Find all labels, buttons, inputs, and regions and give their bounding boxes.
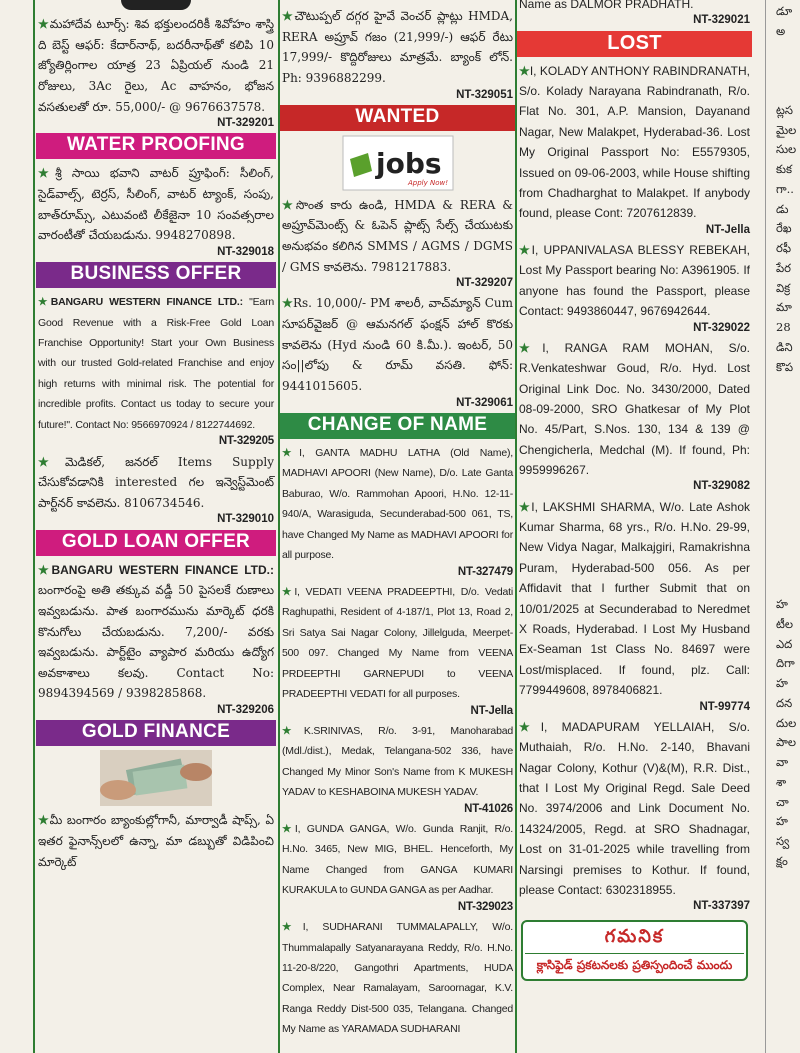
cropped-text-line: డు <box>776 201 789 216</box>
cropped-text-line: రేఖ <box>776 221 792 236</box>
cropped-text-line <box>776 536 800 556</box>
cropped-text-line: 28 <box>776 320 791 335</box>
cropped-text-line <box>776 496 800 516</box>
column-1 <box>36 0 276 1053</box>
cropped-text-line: మా <box>776 300 792 315</box>
jobs-logo <box>342 135 454 191</box>
cropped-text-line: దిగా <box>776 656 795 671</box>
ad-madapuram-yellaiah: ★I, MADAPURAM YELLAIAH, S/o. Muthaiah, R/o. H.No. 2-140, Bhavani Nagar Colony, Kothur (V)&(M), R.R. Dist., that I Lost My Original Regd. Sale Deed No. 3974/2006 and Link Document No. 14324/2005, Regd. at SRO Shadnagar, Lost on 31-01-2025 while travelling from Narsingi premises to Kothur. If found, please Contact: 6302318955. NT-337397 <box>519 719 750 913</box>
ad-gold-finance: ★మీ బంగారం బ్యాంకుల్లోగానీ, మార్వాడీ షాప్స్, ఏ ఇతర ఫైనాన్స్‌లలో ఉన్నా, మా డబ్బుతో విడిపించి మార్కెట్ <box>38 813 274 869</box>
star-icon: ★ <box>282 585 295 598</box>
cropped-text-line: శా <box>776 774 787 789</box>
cropped-text-line: ట్లస <box>776 102 793 117</box>
ad-gold-loan-offer: ★BANGARU WESTERN FINANCE LTD.: బంగారంపై అతి తక్కువ వడ్డీ 50 పైసలకే రుణాలు ఇవ్వబడును. పాత బంగారమును మార్కెట్ ధరకి కొనుగోలు చేయబడును. 7,200/- వరకు ఇవ్వబడును. పార్ట్‌టైం వ్యాపార మరియు ఉద్యోగ అవకాశాలు కలవు. Contact No: 9894394569 / 9398285868. NT-329206 <box>38 562 274 717</box>
cropped-text-line <box>776 397 800 417</box>
ad-watchman: ★Rs. 10,000/- PM శాలరీ, వాచ్‌మ్యాన్ Cum సూపర్‌వైజర్ @ ఆమనగల్ ఫంక్షన్ హాల్ కొరకు కావలెను (Hyd నుండి 60 కి.మీ.). ఇంటర్, 50 సం||లోపు & రూమ్ వసతి. ఫోన్: 9441015605. NT-329061 <box>282 296 513 409</box>
cropped-text-line: పేర <box>776 260 791 275</box>
column-3 <box>517 0 752 1053</box>
star-icon: ★ <box>519 340 543 355</box>
ad-top-fragment: Name as DALMOR PRADHATH. NT-329021 <box>519 0 750 27</box>
cropped-text-line: రఫీ <box>776 241 791 256</box>
cropped-text-line <box>776 378 800 398</box>
cropped-text-line <box>776 575 800 595</box>
star-icon: ★ <box>282 446 300 459</box>
cropped-text-line: గా.. <box>776 181 794 196</box>
cropped-text-line <box>776 516 800 536</box>
star-icon: ★ <box>38 296 51 309</box>
cropped-text-line <box>776 61 800 81</box>
cropped-text-line: పాల <box>776 735 797 750</box>
money-handover-image <box>100 750 212 806</box>
notice-box <box>521 920 748 981</box>
cropped-text-line: మైల <box>776 122 797 137</box>
section-heading-gold-finance: GOLD FINANCE <box>36 720 276 746</box>
section-heading-lost: LOST <box>517 31 752 57</box>
star-icon: ★ <box>282 921 303 934</box>
cropped-text-line: డిని <box>776 340 793 355</box>
star-icon: ★ <box>38 562 52 577</box>
cropped-text-line <box>776 42 800 62</box>
cropped-text-line: అ <box>776 23 786 38</box>
jobs-logo-text: jobs <box>375 146 442 180</box>
ad-kolady-anthony: ★I, KOLADY ANTHONY RABINDRANATH, S/o. Kolady Narayana Rabindranath, R/o. Flat No. 301, A.P. Mansion, Dayanand Nagar, New Malakpet, Hyderabad-36. Lost My Original Passport No: E5579305, Issued on 09-06-2003, while House shifting from Chadharghat to Malakpet. If anybody found, please Cont: 7207612839. NT-Jella <box>519 63 750 236</box>
cropped-text-line: హ <box>776 814 788 829</box>
ad-sudharani: ★I, SUDHARANI TUMMALAPALLY, W/o. Thummalapally Satyanarayana Reddy, R/o. H.No. 11-20-8/220, Gangothri Apartments, HUDA Complex, Near Ramalayam, Saroornagar, K.V. Ranga Reddy Dist-500 035, Telangana. Changed My Name as YARAMADA SUDHARANI <box>282 921 513 1036</box>
ad-travel: ★మహాదేవ టూర్స్: శివ భక్తులందరికీ శివోహం శాస్త్రి ది బెస్ట్ ఆఫర్: కేదార్‌నాథ్, బదరీనాథ్‌తో కలిపి 10 జ్యోతిర్లింగాల యాత్ర 23 ఏప్రియల్ నుండి 21 రోజులు, 3Ac రైలు, Ac వాహనం, భోజన వసతులతో రూ. 55,000/- @ 9676637578. NT-329201 <box>38 17 274 130</box>
cropped-text-line: దుల <box>776 715 797 730</box>
cropped-text-line: క్షం <box>776 853 788 868</box>
column-2 <box>280 0 515 1053</box>
cropped-text-line <box>776 476 800 496</box>
ad-medical-supply: ★మెడికల్, జనరల్ Items Supply చేసుకోవడానికి interested గల ఇన్వెస్ట్‌మెంట్ పార్ట్‌నర్ కావలెను. 8106734546. NT-329010 <box>38 454 274 526</box>
cropped-text-line: వా <box>776 755 789 770</box>
cropped-text-lines <box>776 0 800 872</box>
section-heading-water-proofing: WATER PROOFING <box>36 133 276 159</box>
star-icon: ★ <box>38 17 50 31</box>
cropped-text-line: ఎద <box>776 636 793 651</box>
ad-vedati-veena: ★I, VEDATI VEENA PRADEEPTHI, D/o. Vedati Raghupathi, Resident of 4-187/1, Plot 13, Road 2, Sri Satya Sai Nagar Colony, Jillelguda, Meerpet-500 097. Changed My Name from VEENA PRDEEPTHI GARNEPUDI to VEENA PRADEEPTHI VEDATI for all purposes. NT-Jella <box>282 585 514 717</box>
section-heading-change-of-name: CHANGE OF NAME <box>280 413 515 439</box>
ad-highway-plots: ★చౌటుప్పల్ దగ్గర హైవే వెంచర్ ప్లాట్లు HMDA, RERA అప్రూవ్ గజం (21,999/-) ఆఫర్ రేటు 17,999/- కొద్దిరోజులు మాత్రమే. బ్యాంక్ లోన్. Ph: 9396882299. NT-329051 <box>282 9 513 101</box>
star-icon: ★ <box>519 499 532 514</box>
section-heading-wanted: WANTED <box>280 105 515 131</box>
star-icon: ★ <box>282 724 304 737</box>
ad-business-offer: ★BANGARU WESTERN FINANCE LTD.: "Earn Good Revenue with a Risk-Free Gold Loan Franchise Opportunity! Start your Own Business with our trusted Gold-related Franchise and enjoy high returns with minimal risk. The potential for incredible profits. Contact us today to secure your future!". Contact No: 9566970924 / 8122744692. NT-329205 <box>38 296 275 448</box>
star-icon: ★ <box>282 296 293 311</box>
cropped-text-line: విక్ర <box>776 280 791 295</box>
column-rule <box>33 0 35 1053</box>
cropped-text-line: టీల <box>776 616 794 631</box>
ad-ganta-madhu-latha: ★I, GANTA MADHU LATHA (Old Name), MADHAVI APOORI (New Name), D/o. Late Ganta Baburao, W/o. Rammohan Apoori, H.No. 12-11-940/A, Warasiguda, Secunderabad-500 061, TS, have Changed My Name as MADHAVI APOORI for all purpose. NT-327479 <box>282 446 513 578</box>
section-heading-gold-loan-offer: GOLD LOAN OFFER <box>36 530 276 556</box>
ad-uppanivalasa-blessy: ★I, UPPANIVALASA BLESSY REBEKAH, Lost My Passport bearing No: A3961905. If anyone has found the Passport, please Contact: 9493860447, 9676942644. NT-329022 <box>519 242 750 334</box>
star-icon: ★ <box>38 166 56 181</box>
ad-ranga-ram-mohan: ★I, RANGA RAM MOHAN, S/o. R.Venkateshwar Goud, R/o. Hyd. Lost Original Link Doc. No. 3430/2000, Dated 08-09-2000, SRO Ghatkesar of My Plot No. 45/Part, S.Nos. 130, 134 & 139 @ Chengicherla, Medchal (M). If found, Ph: 9959996267. NT-329082 <box>519 340 750 493</box>
cropped-image-fragment <box>121 0 191 10</box>
cropped-text-line <box>776 457 800 477</box>
cropped-text-line: కుక <box>776 162 792 177</box>
star-icon: ★ <box>519 719 541 734</box>
ad-lakshmi-sharma: ★I, LAKSHMI SHARMA, W/o. Late Ashok Kumar Sharma, 68 yrs., R/o. H.No. 29-99, New Vidya Nagar, Malkajgiri, Ramakrishna Puram, Hyderabad-500 056. As per Affidavit that I further Submit that on 10/01/2025 at Secunderabad to Neredmet X Roads, Hyderabad. I Lost My Husband Ex-Seaman 1st Class No. 84697 were Lost/misplaced. If found, plz. Call: 7799449608, 8978406821. NT-99774 <box>519 499 750 713</box>
ad-water-proofing: ★శ్రీ సాయి భవాని వాటర్ ప్రూఫింగ్: సీలింగ్, సైడ్‌వాల్స్, టెర్రస్, సీలింగ్, వాటర్ ట్యాంక్, సంపు, బాత్‌రూమ్స్, ఎటువంటి లీకేజైనా 10 సంవత్సరాల వారంటీతో చేయబడును. 9948270898. NT-329018 <box>38 166 274 258</box>
cropped-text-line: హ <box>776 596 788 611</box>
star-icon: ★ <box>38 454 65 469</box>
cropped-text-line: కొప <box>776 359 794 374</box>
ad-gunda-ganga: ★I, GUNDA GANGA, W/o. Gunda Ranjit, R/o. H.No. 3465, New MIG, BHEL. Henceforth, My Name Changed from GANGA KUMARI KURAKULA to GUNDA GANGA as per Aadhar. NT-329023 <box>282 822 513 913</box>
section-heading-business-offer: BUSINESS OFFER <box>36 262 276 288</box>
star-icon: ★ <box>519 63 530 78</box>
cropped-text-line: సుల <box>776 142 797 157</box>
column-4-cropped <box>776 0 800 1053</box>
notice-text: క్లాసిఫైడ్ ప్రకటనలకు ప్రతిస్పందించే ముందు <box>536 957 733 972</box>
cropped-text-line <box>776 81 800 101</box>
jobs-logo-subtext: Apply Now! <box>407 178 448 187</box>
cropped-text-line: హ <box>776 676 788 691</box>
cropped-text-line: దన <box>776 695 793 710</box>
cropped-text-line <box>776 555 800 575</box>
cropped-text-line: డూ <box>776 4 793 18</box>
ad-k-srinivas: ★K.SRINIVAS, R/o. 3-91, Manoharabad (Mdl./dist.), Medak, Telangana-502 336, have Changed My Minor Son's Name from K MUKESH YADAV to KESHABOINA MUKESH YADAV. NT-41026 <box>282 724 513 815</box>
star-icon: ★ <box>282 822 295 835</box>
notice-heading: గమనిక <box>525 926 744 954</box>
ad-sales-managers: ★సొంత కారు ఉండి, HMDA & RERA & అప్రూవ్‌మెంట్స్ & ఓపెన్ ప్లాట్స్ సేల్స్ చేయుటకు అనుభవం కలిగిన SMMS / AGMS / DGMS / GMS కావలెను. 7981217883. NT-329207 <box>282 197 513 290</box>
star-icon: ★ <box>282 9 295 23</box>
star-icon: ★ <box>519 242 532 257</box>
star-icon: ★ <box>282 197 296 212</box>
cropped-text-line <box>776 417 800 437</box>
cropped-text-line <box>776 437 800 457</box>
cropped-text-line: చా <box>776 794 789 809</box>
column-rule <box>765 0 766 1053</box>
star-icon: ★ <box>38 813 50 828</box>
cropped-text-line: స్వ <box>776 834 790 849</box>
